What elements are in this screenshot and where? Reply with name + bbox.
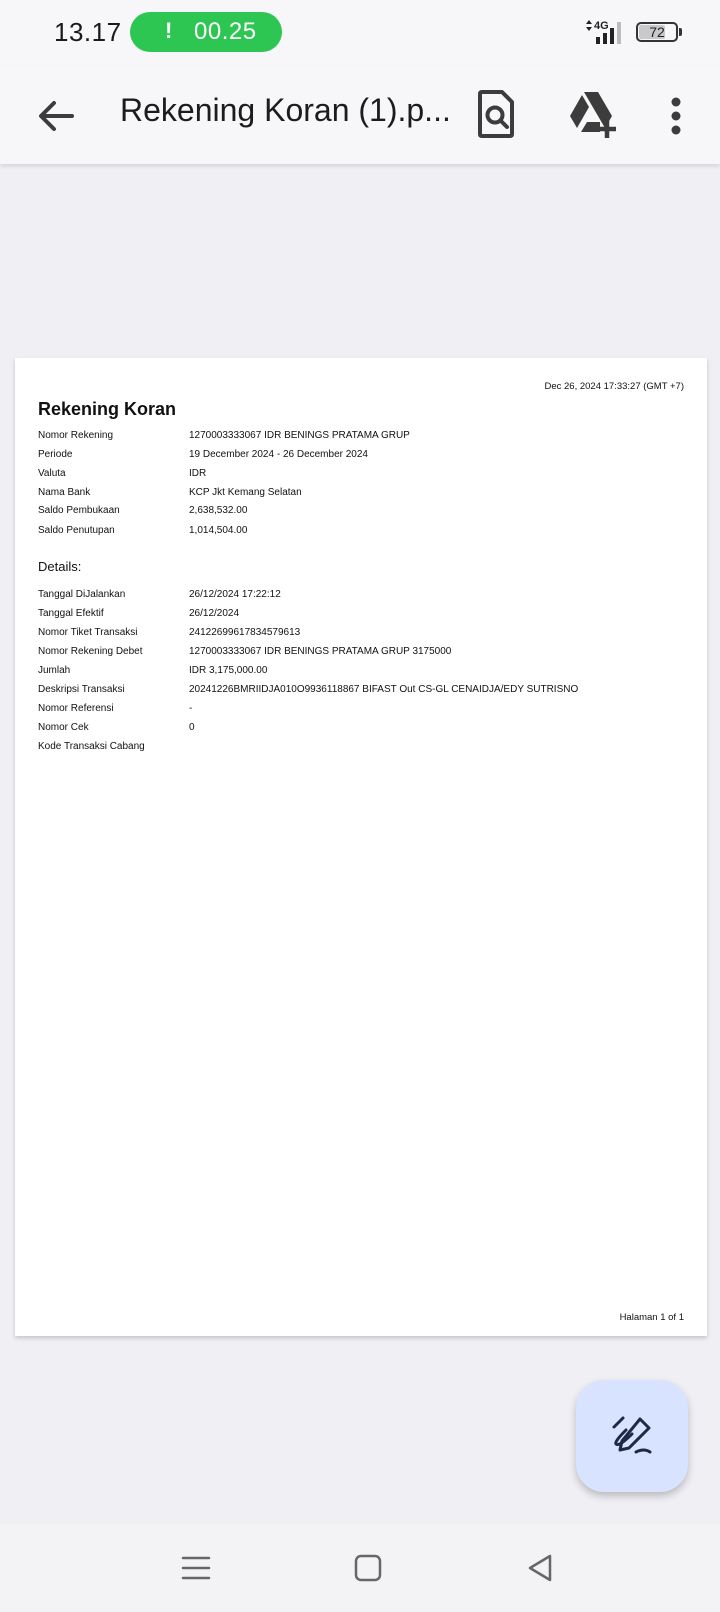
detail-label: Tanggal Efektif	[38, 608, 104, 619]
details-heading: Details:	[38, 559, 82, 574]
summary-value: KCP Jkt Kemang Selatan	[189, 487, 302, 498]
summary-value: 1270003333067 IDR BENINGS PRATAMA GRUP	[189, 430, 410, 441]
battery-icon	[636, 22, 678, 42]
summary-value: 19 December 2024 - 26 December 2024	[189, 449, 368, 460]
add-to-drive-icon[interactable]	[566, 88, 618, 140]
call-alert-icon: !	[165, 18, 173, 43]
summary-label: Nomor Rekening	[38, 430, 114, 441]
summary-value: 2,638,532.00	[189, 505, 248, 516]
call-duration: 00.25	[194, 18, 257, 45]
arrow-back-icon[interactable]	[32, 92, 80, 140]
summary-label: Nama Bank	[38, 487, 91, 498]
navigation-bar	[0, 1524, 720, 1612]
status-bar	[0, 0, 720, 66]
battery-level: 72	[649, 24, 665, 40]
summary-value: 1,014,504.00	[189, 525, 248, 536]
ongoing-call-pill[interactable]	[130, 12, 282, 52]
summary-label: Valuta	[38, 468, 66, 479]
detail-label: Tanggal DiJalankan	[38, 589, 126, 600]
back-triangle-icon[interactable]	[518, 1546, 562, 1590]
detail-label: Kode Transaksi Cabang	[38, 741, 145, 752]
detail-label: Deskripsi Transaksi	[38, 684, 125, 695]
home-square-icon[interactable]	[346, 1546, 390, 1590]
detail-label: Nomor Tiket Transaksi	[38, 627, 138, 638]
detail-value: -	[189, 703, 193, 714]
summary-label: Saldo Pembukaan	[38, 505, 120, 516]
find-in-page-icon[interactable]	[470, 88, 522, 140]
detail-value: 24122699617834579613	[189, 627, 301, 638]
file-title: Rekening Koran (1).p...	[120, 92, 451, 128]
summary-label: Periode	[38, 449, 73, 460]
detail-value: 26/12/2024 17:22:12	[189, 589, 281, 600]
detail-label: Nomor Rekening Debet	[38, 646, 143, 657]
signal-icon	[584, 18, 626, 44]
document-title: Rekening Koran	[38, 399, 177, 419]
detail-value: 1270003333067 IDR BENINGS PRATAMA GRUP 3175000	[189, 646, 452, 657]
detail-value: IDR 3,175,000.00	[189, 665, 268, 676]
edit-sign-fab[interactable]	[576, 1380, 688, 1492]
app-bar	[0, 66, 720, 164]
summary-label: Saldo Penutupan	[38, 525, 115, 536]
status-time: 13.17	[54, 17, 122, 47]
detail-label: Nomor Referensi	[38, 703, 114, 714]
menu-icon[interactable]	[174, 1546, 218, 1590]
battery-tip	[679, 28, 682, 36]
detail-label: Nomor Cek	[38, 722, 89, 733]
pdf-page[interactable]	[15, 358, 707, 1336]
network-label: 4G	[594, 20, 609, 32]
document-timestamp: Dec 26, 2024 17:33:27 (GMT +7)	[544, 381, 684, 392]
edit-sign-icon	[610, 1414, 654, 1458]
detail-value: 0	[189, 722, 195, 733]
detail-label: Jumlah	[38, 665, 71, 676]
more-vert-icon[interactable]	[660, 92, 692, 140]
detail-value: 26/12/2024	[189, 608, 240, 619]
detail-value: 20241226BMRIIDJA010O9936118867 BIFAST Out CS-GL CENAIDJA/EDY SUTRISNO	[189, 684, 579, 695]
summary-value: IDR	[189, 468, 207, 479]
page-footer: Halaman 1 of 1	[619, 1312, 684, 1323]
